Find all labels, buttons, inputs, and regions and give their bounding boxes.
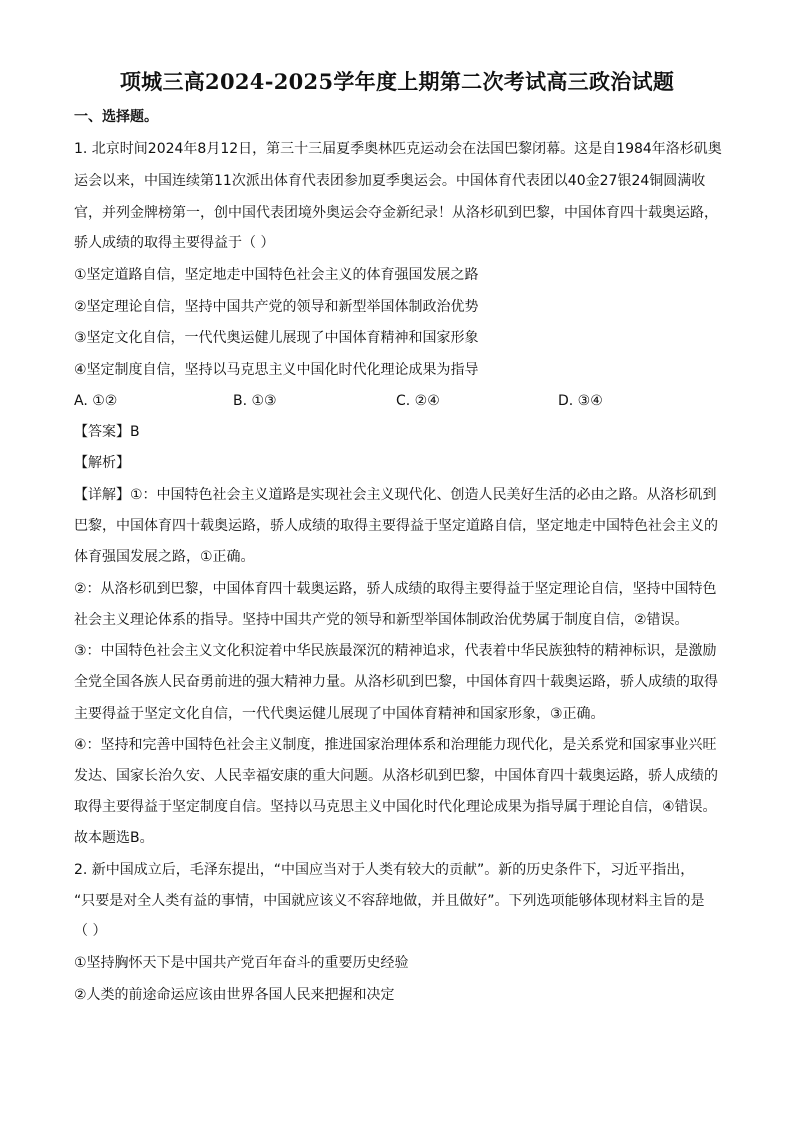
q1-detail-line: ②：从洛杉矶到巴黎，中国体育四十载奥运路，骄人成绩的取得主要得益于坚定理论自信，坚持中国特色 <box>74 581 717 597</box>
q1-detail-line: 取得主要得益于坚定制度自信。坚持以马克思主义中国化时代化理论成果为指导属于理论自信，④错误。 <box>74 799 717 815</box>
q1-statement-2: ②坚定理论自信，坚持中国共产党的领导和新型举国体制政治优势 <box>74 299 479 315</box>
q1-analysis-label: 【解析】 <box>74 455 130 471</box>
q1-detail-line: 【详解】①：中国特色社会主义道路是实现社会主义现代化、创造人民美好生活的必由之路。从洛杉矶到 <box>74 487 717 503</box>
q1-answer: 【答案】B <box>74 424 140 440</box>
q1-detail-line: 体育强国发展之路，①正确。 <box>74 549 255 565</box>
q2-stem-line: “只要是对全人类有益的事情，中国就应该义不容辞地做，并且做好”。下列选项能够体现材料主旨的是 <box>74 893 705 909</box>
q2-stem-line: （ ） <box>74 923 107 939</box>
q1-detail-line: 全党全国各族人民奋勇前进的强大精神力量。从洛杉矶到巴黎，中国体育四十载奥运路，骄人成绩的取得 <box>74 674 718 690</box>
q2-statement-2: ②人类的前途命运应该由世界各国人民来把握和决定 <box>74 987 395 1003</box>
q1-detail-line: 社会主义理论体系的指导。坚持中国共产党的领导和新型举国体制政治优势属于制度自信，②错误。 <box>74 612 689 628</box>
q1-stem-line: 官，并列金牌榜第一，创中国代表团境外奥运会夺金新纪录！从洛杉矶到巴黎，中国体育四十载奥运路， <box>74 205 718 221</box>
page-title: 项城三高2024-2025学年度上期第二次考试高三政治试题 <box>119 69 675 94</box>
q1-detail-line: 主要得益于坚定文化自信，一代代奥运健儿展现了中国体育精神和国家形象，③正确。 <box>74 706 605 722</box>
q1-detail-line: 故本题选B。 <box>74 830 154 846</box>
q1-option-a: A. ①② <box>74 393 118 409</box>
q1-statement-3: ③坚定文化自信，一代代奥运健儿展现了中国体育精神和国家形象 <box>74 330 479 346</box>
q1-detail-line: ④：坚持和完善中国特色社会主义制度，推进国家治理体系和治理能力现代化，是关系党和国家事业兴旺 <box>74 737 717 753</box>
q1-detail-line: ③：中国特色社会主义文化积淀着中华民族最深沉的精神追求，代表着中华民族独特的精神标识，是激励 <box>74 643 717 659</box>
section-heading: 一、选择题。 <box>74 109 158 125</box>
q1-option-c: C. ②④ <box>396 393 440 409</box>
q2-statement-1: ①坚持胸怀天下是中国共产党百年奋斗的重要历史经验 <box>74 955 409 971</box>
q1-stem-line: 运会以来，中国连续第11次派出体育代表团参加夏季奥运会。中国体育代表团以40金27银24铜圆满收 <box>74 173 706 189</box>
q1-stem-line: 骄人成绩的取得主要得益于（ ） <box>74 235 275 251</box>
q1-detail-line: 发达、国家长治久安、人民幸福安康的重大问题。从洛杉矶到巴黎，中国体育四十载奥运路，骄人成绩的 <box>74 768 718 784</box>
q1-statement-4: ④坚定制度自信，坚持以马克思主义中国化时代化理论成果为指导 <box>74 362 479 378</box>
q1-option-b: B. ①③ <box>233 393 277 409</box>
q1-option-d: D. ③④ <box>558 393 603 409</box>
q2-stem-line: 2. 新中国成立后，毛泽东提出，“中国应当对于人类有较大的贡献”。新的历史条件下，习近平指出， <box>74 862 695 878</box>
q1-statement-1: ①坚定道路自信，坚定地走中国特色社会主义的体育强国发展之路 <box>74 267 479 283</box>
q1-detail-line: 巴黎，中国体育四十载奥运路，骄人成绩的取得主要得益于坚定道路自信，坚定地走中国特色社会主义的 <box>74 518 718 534</box>
q1-stem-line: 1. 北京时间2024年8月12日，第三十三届夏季奥林匹克运动会在法国巴黎闭幕。这是自1984年洛杉矶奥 <box>74 141 722 157</box>
